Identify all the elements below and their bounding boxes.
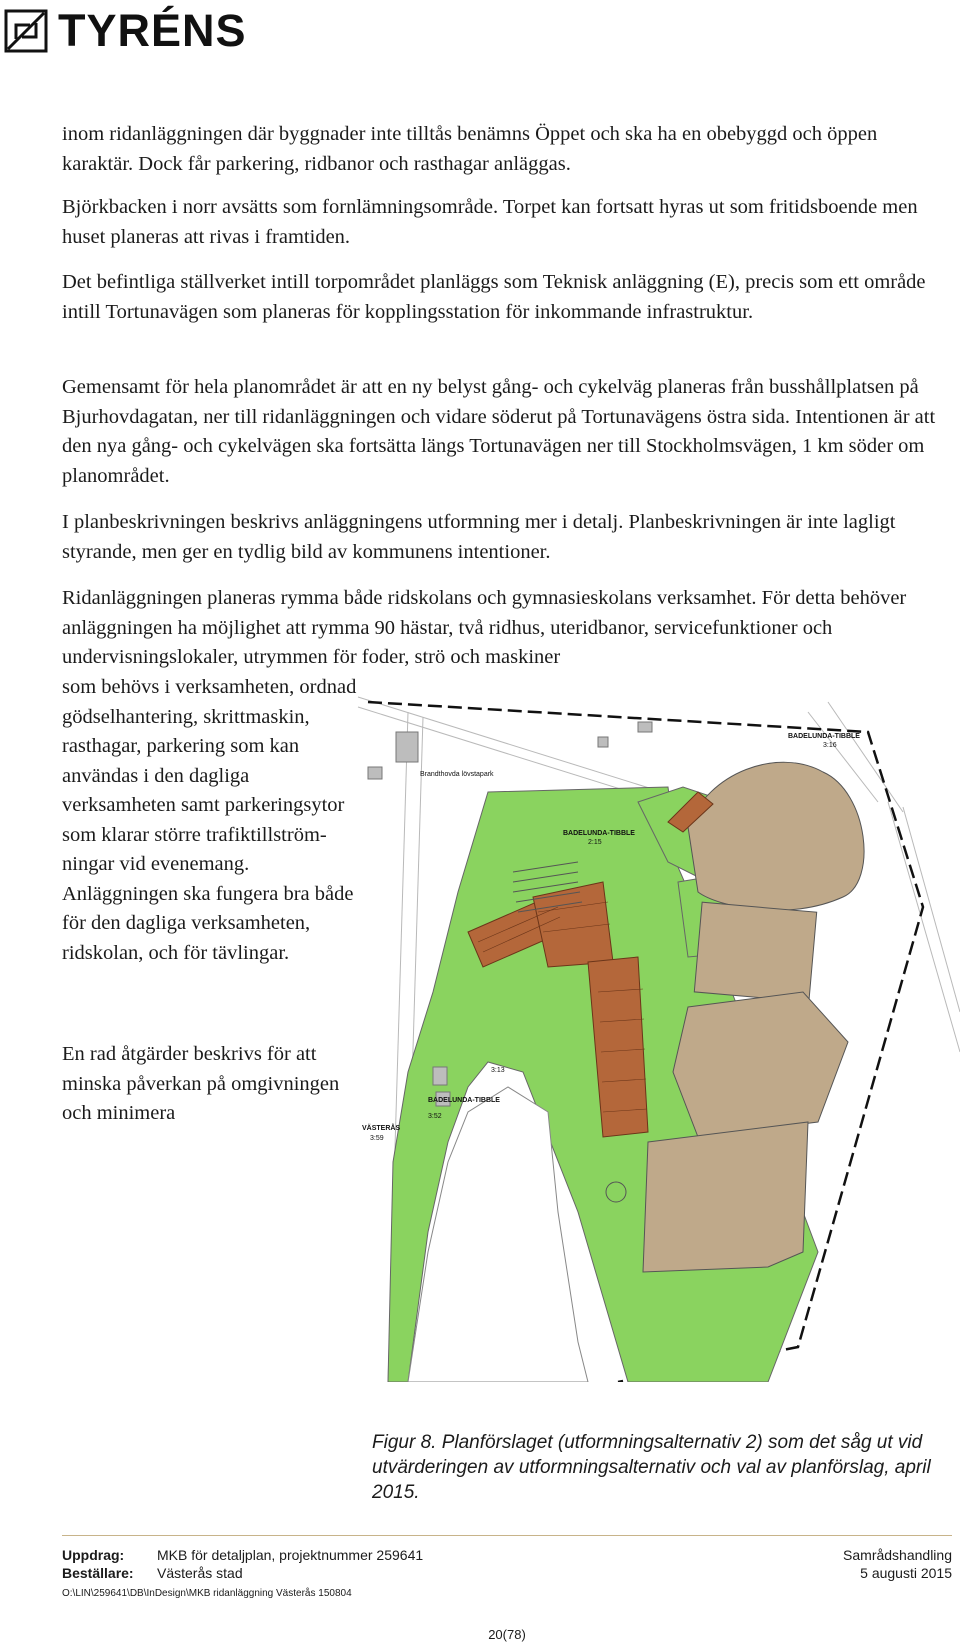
map-label: VÄSTERÅS bbox=[362, 1125, 401, 1132]
body-paragraph: Ridanläggningen planeras rymma både ridskolans och gymnasieskolans verksamhet. För detta behöver anläggningen ha möjlighet att rymma 90 hästar, två ridhus, uteridbanor, servicefunktioner och undervisningslokaler, utrymmen för foder, strö och maskiner bbox=[62, 587, 907, 668]
tyrens-logo bbox=[4, 5, 247, 56]
tyrens-logo-mark-icon bbox=[4, 9, 48, 53]
footer-date: 5 augusti 2015 bbox=[860, 1565, 952, 1581]
page-footer bbox=[62, 1535, 952, 1642]
map-label: BADELUNDA-TIBBLE bbox=[563, 830, 635, 837]
paddock-ellipse bbox=[688, 762, 864, 910]
paddock bbox=[673, 992, 848, 1137]
paddock-large bbox=[643, 1122, 808, 1272]
body-paragraph: Björkbacken i norr avsätts som fornlämningsområde. Torpet kan fortsatt hyras ut som fritidsboende men huset planeras att rivas i framtiden. bbox=[62, 196, 918, 248]
map-label: 2:15 bbox=[588, 839, 602, 846]
map-label: Brandthovda lövstapark bbox=[420, 771, 494, 778]
footer-status: Samrådshandling bbox=[843, 1547, 952, 1563]
footer-row bbox=[62, 1564, 952, 1582]
riding-arena bbox=[694, 902, 816, 1002]
map-label: 3:16 bbox=[823, 742, 837, 749]
map-label: 3:13 bbox=[491, 1067, 505, 1074]
map-label: 3:52 bbox=[428, 1113, 442, 1120]
footer-divider bbox=[62, 1535, 952, 1536]
footer-row bbox=[62, 1546, 952, 1564]
body-paragraph: Gemensamt för hela planområdet är att en ny belyst gång- och cykelväg planeras från busshållplatsen på Bjurhovdagatan, ner till ridanläggningen och vidare söderut på Tortunavägens östra sida. Intentionen är att den nya gång- och cykelvägen ska fortsätta längs Tortunavägen ner till Stockholmsvägen, 1 km söder om planområdet. bbox=[62, 376, 936, 487]
body-paragraph: inom ridanläggningen där byggnader inte tilltås benämns Öppet och ska ha en obebyggd och öppen karaktär. Dock får parkering, ridbanor och rasthagar anläggas. bbox=[62, 123, 878, 175]
body-paragraph: som behövs i verksamheten, ordnad gödselhantering, skrittmaskin, rasthagar, parkering som kan användas i den dagliga verksamheten samt parkeringsytor som klarar större trafiktillströmningar vid evenemang. Anläggningen ska fungera bra både för den dagliga verksamheten, ridskolan, och för tävlingar. bbox=[62, 676, 357, 964]
map-label: BADELUNDA-TIBBLE bbox=[788, 733, 860, 740]
body-paragraph: En rad åtgärder beskrivs för att minska påverkan på omgivningen och minimera bbox=[62, 1043, 340, 1124]
footer-bestallare-label: Beställare: bbox=[62, 1565, 134, 1581]
footer-bestallare-value: Västerås stad bbox=[157, 1565, 243, 1581]
site-plan-map bbox=[348, 692, 960, 1382]
figure-caption: Figur 8. Planförslaget (utformningsalternativ 2) som det såg ut vid utvärderingen av utformningsalternativ och val av planförslag, april 2015. bbox=[372, 1432, 931, 1503]
page-number: 20(78) bbox=[488, 1627, 526, 1642]
logo-wordmark: TYRÉNS bbox=[58, 5, 247, 56]
footer-uppdrag-label: Uppdrag: bbox=[62, 1547, 125, 1563]
map-label: BADELUNDA-TIBBLE bbox=[428, 1097, 500, 1104]
map-label: 3:59 bbox=[370, 1135, 384, 1142]
footer-file-path: O:\LIN\259641\DB\InDesign\MKB ridanläggning Västerås 150804 bbox=[62, 1588, 352, 1599]
footer-uppdrag-value: MKB för detaljplan, projektnummer 259641 bbox=[157, 1547, 424, 1563]
body-paragraph: I planbeskrivningen beskrivs anläggningens utformning mer i detalj. Planbeskrivningen är inte lagligt styrande, men ger en tydlig bild av kommunens intentioner. bbox=[62, 511, 896, 563]
body-paragraph: Det befintliga ställverket intill torpområdet planläggs som Teknisk anläggning (E), precis som ett område intill Tortunavägen som planeras för kopplingsstation för inkommande infrastruktur. bbox=[62, 271, 926, 323]
